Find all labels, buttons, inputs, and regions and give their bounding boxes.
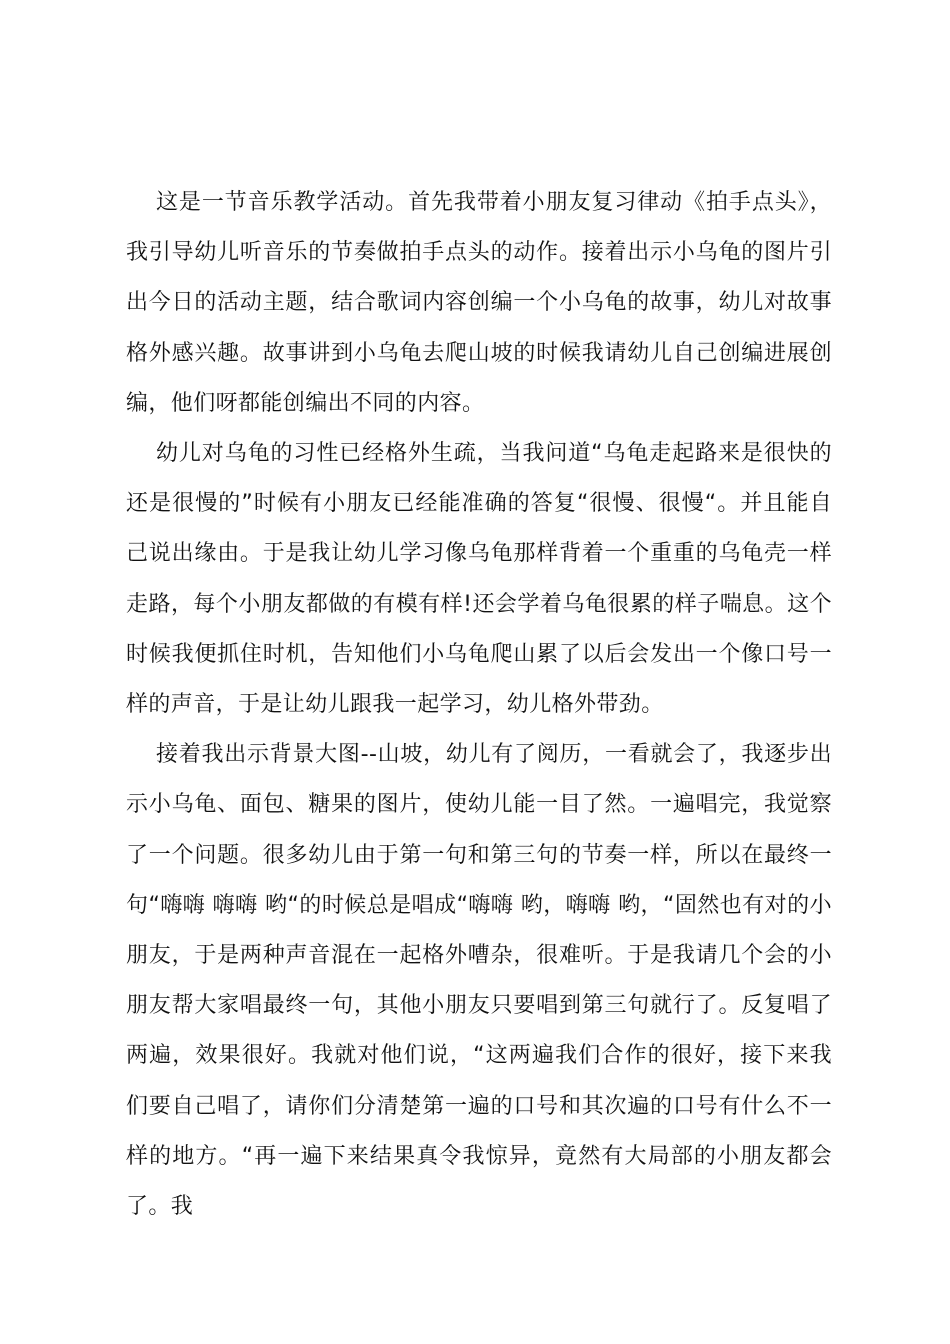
paragraph-3: 接着我出示背景大图--山坡，幼儿有了阅历，一看就会了，我逐步出示小乌龟、面包、糖果的图片，使幼儿能一目了然。一遍唱完，我觉察了一个问题。很多幼儿由于第一句和第三句的节奏一样，所以在最终一句“嗨嗨 嗨嗨 哟“的时候总是唱成“嗨嗨 哟，嗨嗨 哟，“固然也有对的小朋友，于是两种声音混在一起格外嘈杂，很难听。于是我请几个会的小朋友帮大家唱最终一句，其他小朋友只要唱到第三句就行了。反复唱了两遍，效果很好。我就对他们说，“这两遍我们合作的很好，接下来我们要自己唱了，请你们分清楚第一遍的口号和其次遍的口号有什么不一样的地方。“再一遍下来结果真令我惊异，竟然有大局部的小朋友都会了。我 <box>126 742 832 1220</box>
document-body <box>126 178 832 1232</box>
paragraph-2: 幼儿对乌龟的习性已经格外生疏，当我问道“乌龟走起路来是很快的还是很慢的”时候有小朋友已经能准确的答复“很慢、很慢“。并且能自己说出缘由。于是我让幼儿学习像乌龟那样背着一个重重的乌龟壳一样走路，每个小朋友都做的有模有样!还会学着乌龟很累的样子喘息。这个时候我便抓住时机，告知他们小乌龟爬山累了以后会发出一个像口号一样的声音，于是让幼儿跟我一起学习，幼儿格外带劲。 <box>126 441 832 718</box>
paragraph-1: 这是一节音乐教学活动。首先我带着小朋友复习律动《拍手点头》，我引导幼儿听音乐的节奏做拍手点头的动作。接着出示小乌龟的图片引出今日的活动主题，结合歌词内容创编一个小乌龟的故事，幼儿对故事格外感兴趣。故事讲到小乌龟去爬山坡的时候我请幼儿自己创编进展创编，他们呀都能创编出不同的内容。 <box>126 190 832 416</box>
